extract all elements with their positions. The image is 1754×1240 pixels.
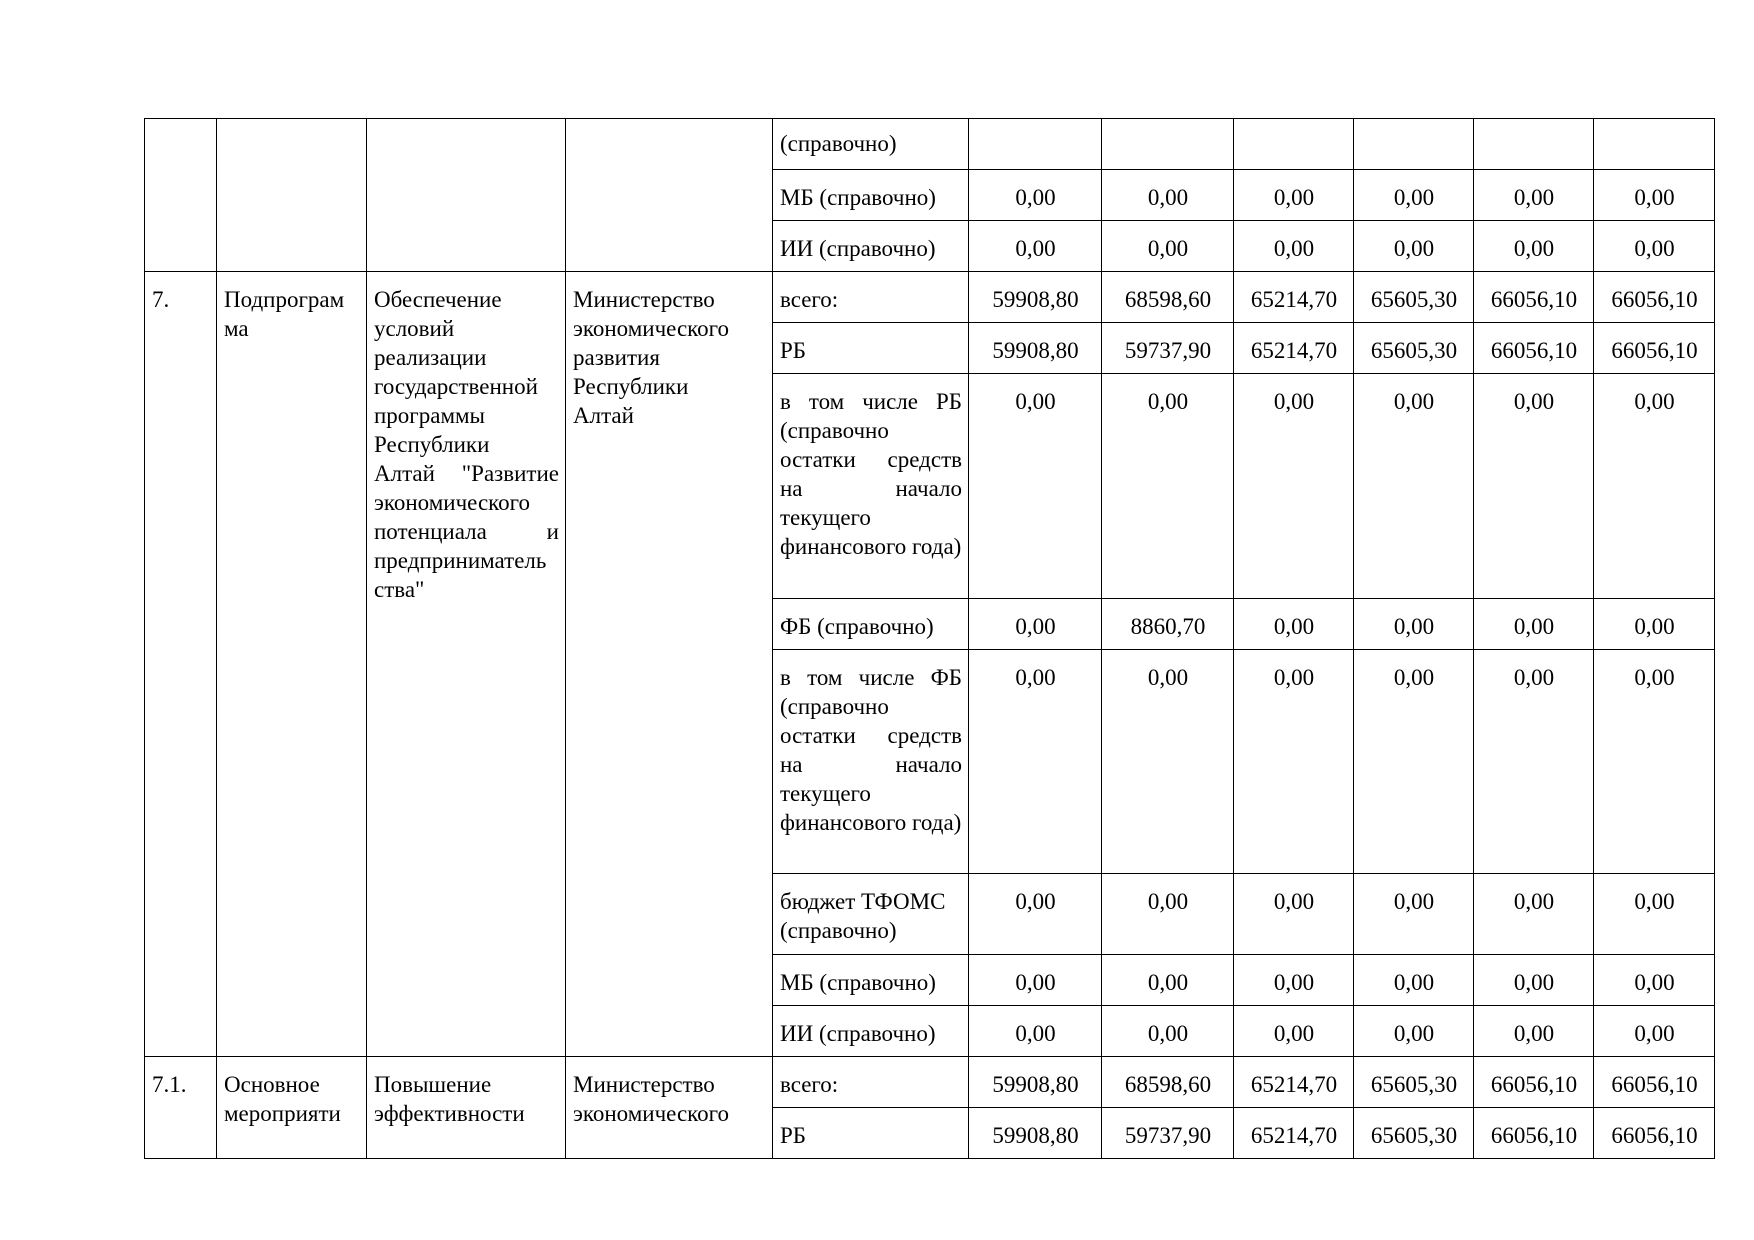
value-cell: 0,00 <box>1234 955 1354 1006</box>
value-cell: 0,00 <box>1102 374 1234 599</box>
value-cell: 0,00 <box>969 874 1102 955</box>
source-cell: ИИ (справочно) <box>773 221 969 272</box>
program-type-line: ма <box>224 316 249 341</box>
row-number: 7.1. <box>145 1057 217 1159</box>
value-cell: 59737,90 <box>1102 1108 1234 1159</box>
value-cell: 0,00 <box>1234 650 1354 874</box>
executor-line: Министерство <box>573 1072 715 1097</box>
value-cell: 59737,90 <box>1102 323 1234 374</box>
executor-cell <box>566 1057 773 1159</box>
name-line: Обеспечение <box>374 287 502 312</box>
program-type-line: мероприяти <box>224 1101 341 1126</box>
source-cell: МБ (справочно) <box>773 955 969 1006</box>
source-cell: всего: <box>773 272 969 323</box>
executor-line: экономического <box>573 316 730 341</box>
executor-line: развития <box>573 345 660 370</box>
value-cell: 0,00 <box>1594 170 1715 221</box>
value-cell: 0,00 <box>1354 874 1474 955</box>
value-cell: 0,00 <box>1234 874 1354 955</box>
value-cell: 0,00 <box>969 374 1102 599</box>
value-cell: 0,00 <box>1474 1006 1594 1057</box>
value-cell: 66056,10 <box>1474 1108 1594 1159</box>
value-cell: 66056,10 <box>1594 272 1715 323</box>
source-cell: всего: <box>773 1057 969 1108</box>
value-cell: 0,00 <box>1474 374 1594 599</box>
value-cell: 0,00 <box>1102 874 1234 955</box>
name-line: программы <box>374 403 486 428</box>
value-cell: 0,00 <box>969 650 1102 874</box>
executor-line: Алтай <box>573 403 634 428</box>
value-cell: 0,00 <box>1354 955 1474 1006</box>
name-line: реализации <box>374 345 487 370</box>
table-row <box>145 119 1715 170</box>
value-cell: 0,00 <box>1594 650 1715 874</box>
name-line: Повышение <box>374 1072 492 1097</box>
table-row <box>145 272 1715 323</box>
value-cell: 0,00 <box>1594 221 1715 272</box>
cell-empty <box>145 119 217 272</box>
name-line: Республики <box>374 432 490 457</box>
value-cell: 0,00 <box>1354 170 1474 221</box>
value-cell: 0,00 <box>1354 374 1474 599</box>
value-cell: 59908,80 <box>969 272 1102 323</box>
value-cell: 66056,10 <box>1594 323 1715 374</box>
name-line: потенциала и <box>374 519 559 544</box>
value-cell: 65214,70 <box>1234 272 1354 323</box>
value-cell: 0,00 <box>969 955 1102 1006</box>
value-cell: 65605,30 <box>1354 1057 1474 1108</box>
source-cell: ИИ (справочно) <box>773 1006 969 1057</box>
value-cell: 0,00 <box>1594 599 1715 650</box>
name-line: Алтай "Развитие <box>374 461 559 486</box>
value-cell: 66056,10 <box>1474 323 1594 374</box>
program-type-cell <box>217 1057 367 1159</box>
program-name-cell <box>367 1057 566 1159</box>
source-cell: ФБ (справочно) <box>773 599 969 650</box>
value-cell: 0,00 <box>1474 874 1594 955</box>
value-cell: 66056,10 <box>1474 1057 1594 1108</box>
table-row <box>145 1057 1715 1108</box>
value-cell: 66056,10 <box>1594 1057 1715 1108</box>
value-cell <box>1354 119 1474 170</box>
value-cell: 59908,80 <box>969 1057 1102 1108</box>
value-cell: 0,00 <box>1234 374 1354 599</box>
name-line: государственной <box>374 374 538 399</box>
value-cell: 59908,80 <box>969 323 1102 374</box>
value-cell: 65605,30 <box>1354 323 1474 374</box>
value-cell: 0,00 <box>1594 955 1715 1006</box>
value-cell: 68598,60 <box>1102 272 1234 323</box>
row-number: 7. <box>145 272 217 1057</box>
value-cell: 0,00 <box>1102 170 1234 221</box>
value-cell: 0,00 <box>1354 599 1474 650</box>
budget-table <box>144 118 1715 1159</box>
value-cell: 0,00 <box>1234 599 1354 650</box>
name-line: эффективности <box>374 1101 525 1126</box>
name-line: условий <box>374 316 455 341</box>
value-cell: 0,00 <box>1234 1006 1354 1057</box>
source-cell: бюджет ТФОМС (справочно) <box>773 874 969 955</box>
value-cell: 59908,80 <box>969 1108 1102 1159</box>
value-cell: 0,00 <box>1102 221 1234 272</box>
value-cell: 66056,10 <box>1474 272 1594 323</box>
value-cell: 0,00 <box>969 1006 1102 1057</box>
value-cell: 66056,10 <box>1594 1108 1715 1159</box>
value-cell: 0,00 <box>1354 1006 1474 1057</box>
value-cell: 65605,30 <box>1354 1108 1474 1159</box>
value-cell: 0,00 <box>1354 650 1474 874</box>
source-cell: МБ (справочно) <box>773 170 969 221</box>
value-cell: 0,00 <box>1474 170 1594 221</box>
value-cell: 0,00 <box>969 599 1102 650</box>
name-line: экономического <box>374 490 531 515</box>
value-cell <box>1102 119 1234 170</box>
value-cell <box>1234 119 1354 170</box>
value-cell: 0,00 <box>1474 221 1594 272</box>
cell-empty <box>566 119 773 272</box>
value-cell: 8860,70 <box>1102 599 1234 650</box>
value-cell <box>1594 119 1715 170</box>
value-cell: 0,00 <box>1594 1006 1715 1057</box>
value-cell: 65605,30 <box>1354 272 1474 323</box>
executor-cell <box>566 272 773 1057</box>
value-cell: 0,00 <box>1234 170 1354 221</box>
cell-empty <box>367 119 566 272</box>
value-cell: 65214,70 <box>1234 1057 1354 1108</box>
value-cell: 0,00 <box>1354 221 1474 272</box>
source-cell: в том числе РБ (справочно остатки средств на начало текущего финансового года) <box>773 374 969 599</box>
program-type-cell <box>217 272 367 1057</box>
value-cell: 0,00 <box>969 170 1102 221</box>
program-type-line: Основное <box>224 1072 320 1097</box>
value-cell: 65214,70 <box>1234 323 1354 374</box>
value-cell: 0,00 <box>1234 221 1354 272</box>
value-cell: 0,00 <box>1474 650 1594 874</box>
value-cell <box>969 119 1102 170</box>
value-cell: 68598,60 <box>1102 1057 1234 1108</box>
value-cell: 0,00 <box>1102 650 1234 874</box>
value-cell <box>1474 119 1594 170</box>
cell-empty <box>217 119 367 272</box>
program-type-line: Подпрограм <box>224 287 345 312</box>
value-cell: 0,00 <box>1102 955 1234 1006</box>
source-cell: (справочно) <box>773 119 969 170</box>
value-cell: 65214,70 <box>1234 1108 1354 1159</box>
source-cell: РБ <box>773 1108 969 1159</box>
value-cell: 0,00 <box>1594 874 1715 955</box>
executor-line: Республики <box>573 374 689 399</box>
value-cell: 0,00 <box>1102 1006 1234 1057</box>
source-cell: в том числе ФБ (справочно остатки средств на начало текущего финансового года) <box>773 650 969 874</box>
executor-line: Министерство <box>573 287 715 312</box>
value-cell: 0,00 <box>969 221 1102 272</box>
name-line: предприниматель <box>374 548 547 573</box>
program-name-cell <box>367 272 566 1057</box>
source-cell: РБ <box>773 323 969 374</box>
value-cell: 0,00 <box>1474 955 1594 1006</box>
executor-line: экономического <box>573 1101 730 1126</box>
value-cell: 0,00 <box>1594 374 1715 599</box>
name-line: ства" <box>374 577 425 602</box>
value-cell: 0,00 <box>1474 599 1594 650</box>
